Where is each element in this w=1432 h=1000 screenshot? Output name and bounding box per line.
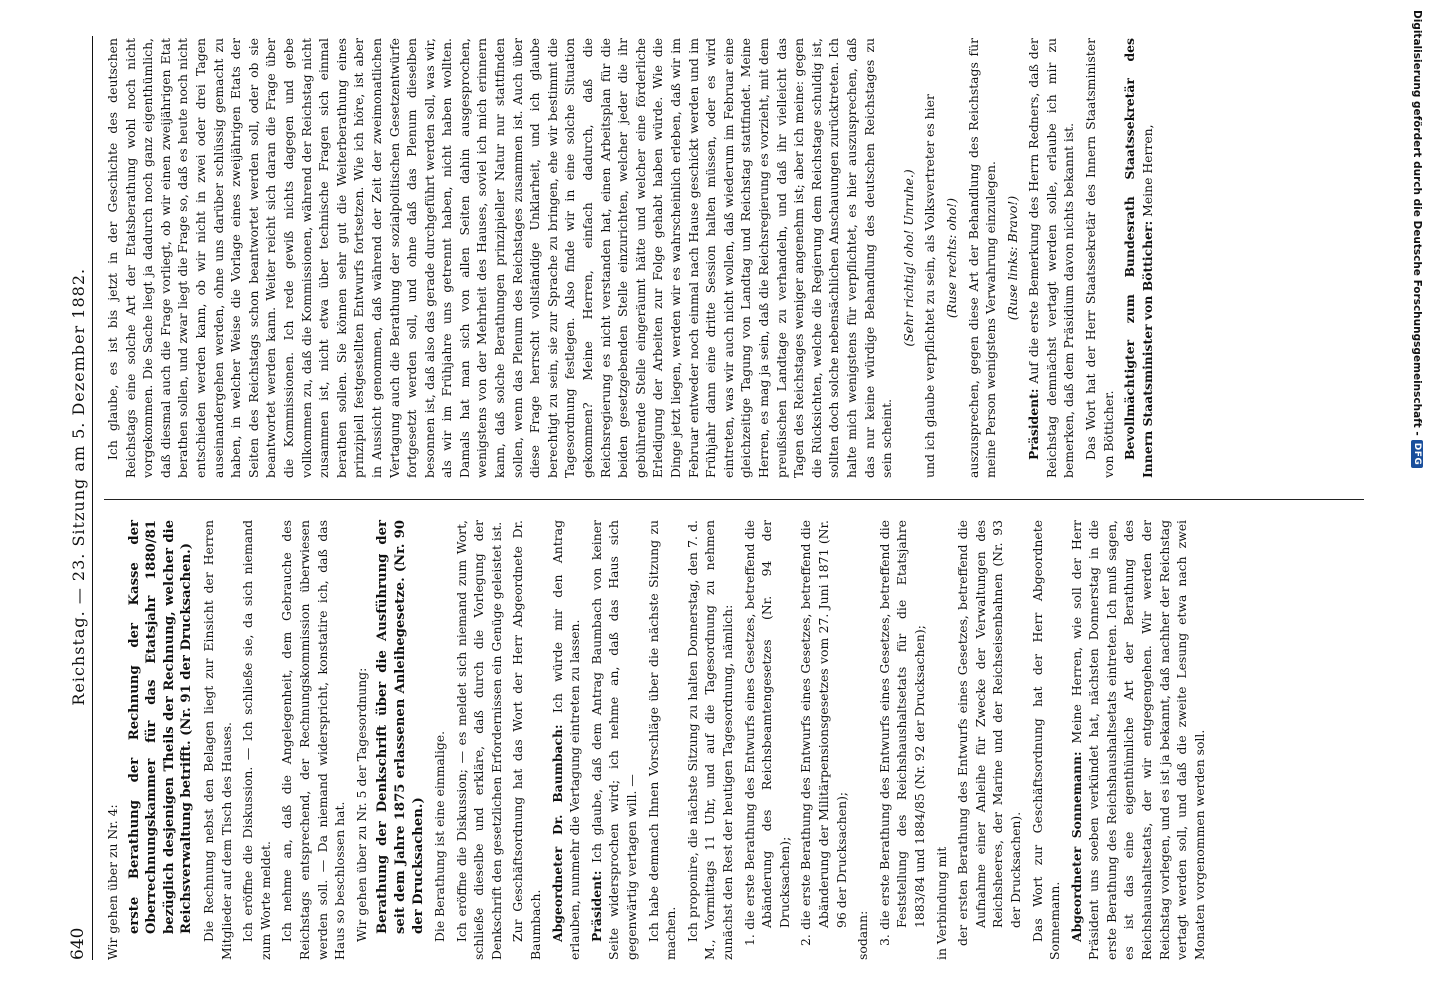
speech-text: Meine Herren, wie soll der Herr Präsident uns soeben verkündet hat, nächsten Donnerstag in die erste Berathung des Reichshaushaltsetats eintreten. Ich muß sagen, es ist das eine eigenthümliche Art der Berathung des Reichshaushaltsetats, der wir entgegengehen. Wir werden der Reichstag vorlegen, und es ist ja bekannt, daß nachher der Reichstag vertagt werden soll, und daß die zweite Lesung etwa nach zwei Monaten vorgenommen werden soll. — [1068, 520, 1207, 960]
paragraph: Ich proponire, die nächste Sitzung zu halten Donnerstag, den 7. d. M., Vormittags 11 Uhr, und auf die Tagesordnung zu nehmen zunächst den Rest der heutigen Tagesordnung, nämlich: — [684, 520, 735, 960]
speaker-name: Bevollmächtigter zum Bundesrath Staatssekretär des Innern Staatsminister von Bötticher: — [1122, 38, 1155, 478]
paragraph: Ich nehme an, daß die Angelegenheit, dem Gebrauche des Reichstags entsprechend, der Rechnungskommission überwiesen werden soll. — Da niemand widerspricht, konstatire ich, daß das Haus so beschlossen hat. — [279, 520, 348, 960]
paragraph: Das Wort hat der Herr Staatssekretär des Innern Staatsminister von Bötticher. — [1083, 38, 1116, 478]
paragraph: Ich glaube, es ist bis jetzt in der Geschichte des deutschen Reichstags eine solche Art der Etatsberathung wohl noch nicht vorgekommen. Die Sache liegt ja dadurch noch ganz eigenthümlich, daß diesmal auch die Frage vorliegt, ob wir einen zweijährigen Etat berathen sollen, und zwar liegt die Frage so, daß es heute noch nicht entschieden werden kann, ob wir nicht in zwei oder drei Tagen auseinandergehen werden, ohne uns darüber schlüssig gemacht zu haben, in welcher Weise die Vorlage eines zweijährigen Etats der Seiten des Reichstags schon beantwortet werden soll, oder ob sie beantwortet werden kann. Weiter reicht sich daran die Frage über die Kommissionen. Ich rede gewiß nichts dagegen und gebe vollkommen zu, daß die Kommissionen, während der Reichstag nicht zusammen ist, nicht etwa über technische Fragen sich einmal berathen sollen. Sie können sehr gut die Weiterberathung eines prinzipiell festgestellten Entwurfs fortsetzen. Wie ich höre, ist aber in Aussicht genommen, daß während der Zeit der zweimonatlichen Vertagung auch die Berathung der sozialpolitischen Gesetzentwürfe fortgesetzt werden soll, und ohne daß das Plenum dieselben besonnen ist, daß also das gerade durchgeführt werden soll, was wir, als wir im Frühjahre uns getrennt haben, nicht haben wollten. Damals hat man sich von allen Seiten dahin ausgesprochen, wenigstens von der Mehrheit des Hauses, soviel ich mich erinnern kann, daß solche Berathungen prinzipieller Natur nur stattfinden sollen, wenn das Plenum des Reichstages zusammen ist. Auch über diese Frage herrscht vollständige Unklarheit, und ich glaube berechtigt zu sein, sie zur Sprache zu bringen, ehe wir bestimmt die Tagesordnung festlegen. Also finde wir in eine solche Situation gekommen? Meine Herren, einfach dadurch, daß die Reichsregierung es nicht verstanden hat, einen Arbeitsplan für die beiden gesetzgebenden Stelle einzurichten, welcher jeder die ihr gebührende Stelle eingeräumt hätte und welcher eine förderliche Erledigung der Arbeiten zur Folge gehabt haben würde. Wie die Dinge jetzt liegen, werden wir es wahrscheinlich erleben, daß wir im Februar entweder noch einmal nach Hause geschickt werden und im Frühjahr dann eine dritte Session halten müssen, oder es wird eintreten, was wir auch nicht wollen, daß wiederum im Februar eine gleichzeitige Tagung von Landtag und Reichstag stattfindet. Meine Herren, es mag ja sein, daß die Reichsregierung es vorzieht, mit dem preußischen Landtage zu verhandeln, und daß ihr vielleicht das Tagen des Reichstages weniger angenehm ist; aber ich meine: gegen die Rücksichten, welche die Regierung dem Reichstage schuldig ist, sollten doch solche nebensächlichen Anschauungen zurücktreten. Ich halte mich wenigstens für verpflichtet, es hier auszusprechen, daß das nur keine würdige Behandlung des deutschen Reichstages zu sein scheint. — [105, 38, 895, 478]
agenda-connector: in Verbindung mit — [933, 846, 949, 960]
speaker-name: Abgeordneter Dr. Baumbach: — [549, 724, 565, 942]
agenda-heading-1: erste Berathung der Rechnung der Kasse der Oberrechnungskammer für das Etatsjahr 1880/81 bezüglich desjenigen Theils der Rechnung, welcher die Reichsverwaltung betrifft. (Nr. 91 der Drucksachen.) — [126, 520, 195, 934]
page-number: 640 — [68, 927, 88, 960]
speaker-name: Präsident: — [1026, 388, 1042, 460]
agenda-connector: sodann: — [855, 910, 871, 960]
header-rule — [92, 36, 93, 960]
speech-paragraph — [588, 520, 641, 960]
speech-paragraph — [549, 520, 584, 960]
paragraph: Ich eröffne die Diskussion. — Ich schließe sie, da sich niemand zum Worte meldet. — [240, 520, 273, 960]
agenda-item: 2. die erste Berathung des Entwurfs eines Gesetzes, betreffend die Abänderung der Militärpensionsgesetzes vom 27. Juni 1871 (Nr. 96 der Drucksachen); — [798, 520, 849, 946]
agenda-item: der ersten Berathung des Entwurfs eines Gesetzes, betreffend die Aufnahme einer Anleihe für Zwecke der Verwaltungen des Reichsheeres, der Marine und der Reichseisenbahnen (Nr. 93 der Drucksachen). — [955, 520, 1023, 946]
interjection: (Ruse links: Bravo!) — [1004, 195, 1020, 321]
right-column — [104, 38, 1160, 478]
interjection: (Ruse rechts: oho!) — [943, 197, 959, 319]
agenda-heading-2: Berathung der Denkschrift über die Ausführung der seit dem Jahre 1875 erlassenen Anleihegesetze. (Nr. 90 der Drucksachen.) — [375, 520, 426, 934]
speech-paragraph — [1121, 38, 1156, 478]
column-divider — [104, 499, 1364, 500]
speaker-name: Präsident: — [588, 870, 604, 942]
paragraph: Die Berathung ist eine einmalige. — [432, 730, 448, 942]
interjection: (Sehr richtig! oho! Unruhe.) — [900, 169, 916, 347]
paragraph: Ich eröffne die Diskussion; — es meldet sich niemand zum Wort, schließe dieselbe und erkläre, daß durch die Vorlegung der Denkschrift den gesetzlichen Erfordernissen ein Genüge geleistet ist. — [453, 520, 504, 960]
paragraph: auszusprechen, gegen diese Art der Behandlung des Reichstags für meine Person wenigstens Verwahrung einzulegen. — [965, 38, 999, 478]
digitization-credit — [1406, 10, 1430, 990]
paragraph: und ich glaube verpflichtet zu sein, als Volksvertreter es hier — [922, 94, 938, 478]
speech-text: Meine Herren, — [1139, 124, 1155, 217]
speaker-name: Abgeordneter Sonnemann: — [1068, 751, 1084, 942]
speech-paragraph — [1068, 520, 1209, 960]
speech-paragraph — [1025, 38, 1078, 478]
paragraph: Zur Geschäftsordnung hat das Wort der Herr Abgeordnete Dr. Baumbach. — [510, 520, 544, 960]
rotated-page-content — [44, 0, 1384, 1000]
paragraph: Die Rechnung nebst den Belagen liegt zur Einsicht der Herren Mitglieder auf dem Tisch des Hauses. — [200, 520, 234, 960]
paragraph: Ich habe demnach Ihnen Vorschläge über die nächste Sitzung zu machen. — [645, 520, 679, 960]
speech-text: Ich würde mir den Antrag erlauben, nunmehr die Vertagung eintreten zu lassen. — [549, 520, 583, 960]
intro-line: Wir gehen über zu Nr. 4: — [105, 804, 120, 960]
dfg-logo: DFG — [1411, 440, 1423, 469]
agenda-item: 3. die erste Berathung des Entwurfs eines Gesetzes, betreffend die Feststellung des Reichshaushaltsetats für die Etatsjahre 1883/84 und 1884/85 (Nr. 92 der Drucksachen); — [876, 520, 927, 946]
paragraph: Das Wort zur Geschäftsordnung hat der Herr Abgeordnete Sonnemann. — [1029, 520, 1063, 960]
credit-text: Digitalisierung gefördert durch die Deutsche Forschungsgemeinschaft - — [1411, 10, 1423, 436]
agenda-item: 1. die erste Berathung des Entwurfs eines Gesetzes, betreffend die Abänderung des Reichsbeamtengesetzes (Nr. 94 der Drucksachen); — [741, 520, 792, 946]
speech-text: Ich glaube, daß dem Antrag Baumbach von keiner Seite widersprochen wird; ich nehme an, daß das Haus sich gegenwärtig vertagen will. — — [588, 520, 640, 960]
page-header — [62, 36, 88, 960]
left-column — [104, 520, 1212, 960]
paragraph: Wir gehen über zu Nr. 5 der Tagesordnung: — [353, 667, 369, 942]
speech-text: Auf die erste Bemerkung des Herrn Redners, daß der Reichstag demnächst vertagt werden solle, erlaube ich mir zu bemerken, daß dem Präsidium davon nichts bekannt ist. — [1026, 38, 1077, 478]
running-title: Reichstag. — 23. Sitzung am 5. Dezember 1882. — [69, 267, 88, 706]
